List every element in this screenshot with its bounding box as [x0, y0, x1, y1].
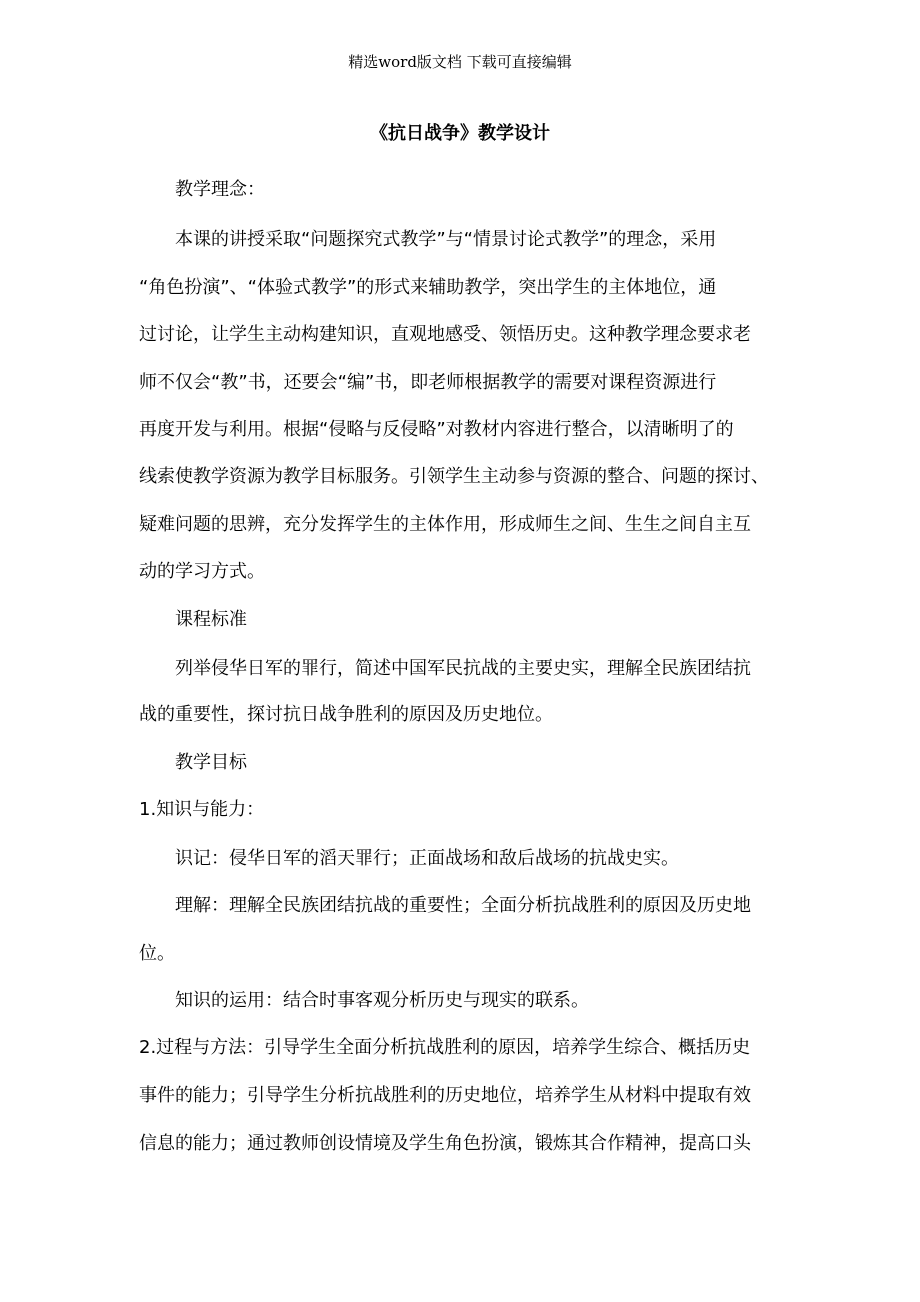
paragraph-line: 线索使教学资源为教学目标服务。引领学生主动参与资源的整合、问题的探讨、 [139, 466, 769, 487]
paragraph-line: 过讨论，让学生主动构建知识，直观地感受、领悟历史。这种教学理念要求老 [139, 324, 751, 345]
paragraph-line: 知识的运用：结合时事客观分析历史与现实的联系。 [175, 990, 589, 1011]
section-heading-standards: 课程标准 [175, 609, 247, 630]
document-title: 《抗日战争》教学设计 [370, 123, 550, 144]
section-heading-philosophy: 教学理念： [175, 179, 265, 200]
paragraph-line: 列举侵华日军的罪行，简述中国军民抗战的主要史实，理解全民族团结抗 [175, 658, 751, 679]
section-heading-objectives: 教学目标 [175, 752, 247, 773]
paragraph-line: 师不仅会“教”书，还要会“编”书，即老师根据教学的需要对课程资源进行 [139, 372, 717, 393]
paragraph-line: 战的重要性，探讨抗日战争胜利的原因及历史地位。 [139, 704, 553, 725]
paragraph-line: 理解：理解全民族团结抗战的重要性；全面分析抗战胜利的原因及历史地 [175, 895, 751, 916]
paragraph-line: 识记：侵华日军的滔天罪行；正面战场和敌后战场的抗战史实。 [175, 848, 679, 869]
paragraph-line: “角色扮演”、“体验式教学”的形式来辅助教学，突出学生的主体地位，通 [139, 277, 717, 298]
paragraph-line: 再度开发与利用。根据“侵略与反侵略”对教材内容进行整合，以清晰明了的 [139, 419, 734, 440]
paragraph-line: 疑难问题的思辨，充分发挥学生的主体作用，形成师生之间、生生之间自主互 [139, 514, 751, 535]
page-header: 精选word版文档 下载可直接编辑 [348, 53, 572, 71]
paragraph-line: 动的学习方式。 [139, 561, 265, 582]
paragraph-line: 位。 [139, 943, 175, 964]
paragraph-line: 本课的讲授采取“问题探究式教学”与“情景讨论式教学”的理念，采用 [175, 229, 717, 250]
paragraph-line: 2.过程与方法：引导学生全面分析抗战胜利的原因，培养学生综合、概括历史 [139, 1037, 751, 1058]
paragraph-line: 事件的能力；引导学生分析抗战胜利的历史地位，培养学生从材料中提取有效 [139, 1085, 751, 1106]
paragraph-line: 信息的能力；通过教师创设情境及学生角色扮演，锻炼其合作精神，提高口头 [139, 1133, 751, 1154]
list-item-heading: 1.知识与能力： [139, 799, 265, 820]
